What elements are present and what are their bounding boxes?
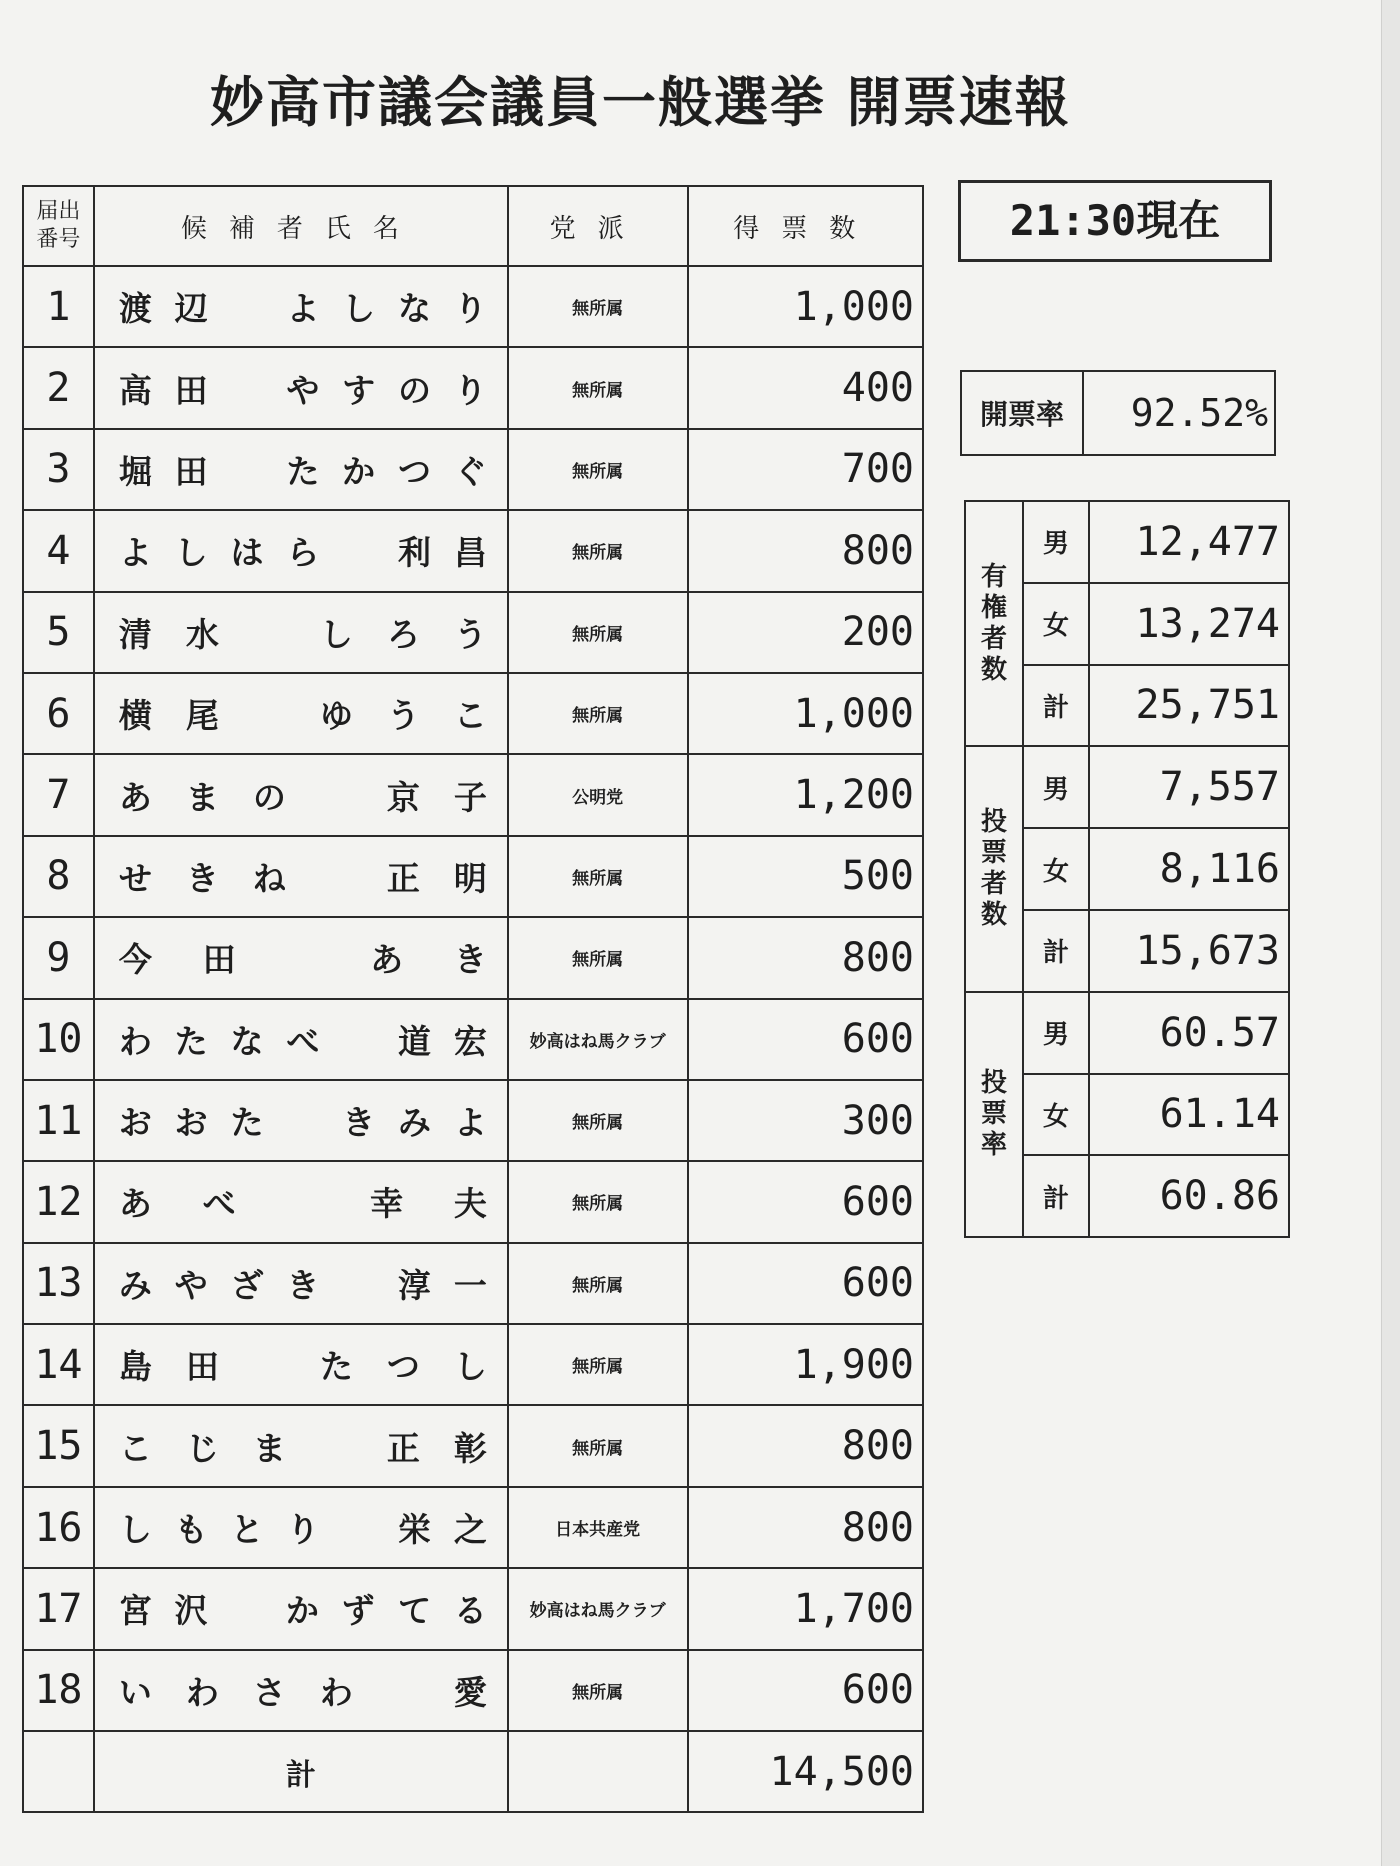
candidate-name-cell <box>94 592 508 673</box>
candidate-name-cell <box>94 1405 508 1486</box>
candidate-party: 日本共産党 <box>508 1487 688 1568</box>
candidate-party: 公明党 <box>508 754 688 835</box>
candidate-name: あまの 京子 <box>118 777 489 817</box>
candidate-party: 無所属 <box>508 1324 688 1405</box>
table-row <box>23 999 923 1080</box>
voters-count-total-value: 15,673 <box>1089 910 1289 992</box>
candidate-votes: 400 <box>688 347 924 428</box>
candidate-name-cell <box>94 1568 508 1649</box>
eligible-voters-label: 有 権 者 数 <box>965 501 1023 746</box>
candidate-name: しもとり 栄之 <box>118 1510 489 1550</box>
candidate-votes: 800 <box>688 1405 924 1486</box>
candidate-name-cell <box>94 1487 508 1568</box>
eligible-voters-total-label: 計 <box>1023 665 1089 747</box>
candidate-name: 宮沢 かずてる <box>118 1591 489 1631</box>
candidate-votes: 800 <box>688 917 924 998</box>
turnout-rate-female-label: 女 <box>1023 1074 1089 1156</box>
candidate-name: いわさわ 愛 <box>118 1672 489 1712</box>
candidate-number: 4 <box>23 510 94 591</box>
table-row <box>23 1161 923 1242</box>
candidate-number: 1 <box>23 266 94 347</box>
candidate-number: 3 <box>23 429 94 510</box>
candidate-party: 無所属 <box>508 673 688 754</box>
candidate-votes: 600 <box>688 999 924 1080</box>
header-number-line1: 届出 <box>36 199 81 224</box>
candidate-votes: 600 <box>688 1650 924 1731</box>
candidate-name-cell <box>94 347 508 428</box>
table-row <box>23 1405 923 1486</box>
candidate-party: 妙高はね馬クラブ <box>508 1568 688 1649</box>
table-row <box>23 836 923 917</box>
table-row <box>23 1324 923 1405</box>
total-blank-cell <box>23 1731 94 1812</box>
candidate-name-cell <box>94 510 508 591</box>
candidate-party: 無所属 <box>508 266 688 347</box>
turnout-rate-total-value: 60.86 <box>1089 1155 1289 1237</box>
voters-count-female-value: 8,116 <box>1089 828 1289 910</box>
table-row <box>23 1243 923 1324</box>
candidate-name-cell <box>94 1324 508 1405</box>
open-rate-box <box>960 370 1276 456</box>
header-party: 党派 <box>508 186 688 266</box>
header-number-line2: 番号 <box>36 227 81 252</box>
candidate-votes: 700 <box>688 429 924 510</box>
turnout-rate-female-value: 61.14 <box>1089 1074 1289 1156</box>
table-row <box>23 1487 923 1568</box>
table-row <box>23 1568 923 1649</box>
candidate-name: 渡辺 よしなり <box>118 289 489 329</box>
total-party-blank <box>508 1731 688 1812</box>
candidate-name: あべ 幸夫 <box>118 1184 489 1224</box>
turnout-stats-table <box>964 500 1290 1238</box>
candidate-name: 今田 あき <box>118 940 489 980</box>
candidate-party: 妙高はね馬クラブ <box>508 999 688 1080</box>
table-row <box>23 347 923 428</box>
turnout-rate-male-value: 60.57 <box>1089 992 1289 1074</box>
candidate-name-cell <box>94 917 508 998</box>
candidate-number: 14 <box>23 1324 94 1405</box>
candidate-name-cell <box>94 999 508 1080</box>
candidate-votes: 800 <box>688 1487 924 1568</box>
candidate-party: 無所属 <box>508 510 688 591</box>
candidate-name-cell <box>94 836 508 917</box>
results-table <box>22 185 924 1813</box>
header-votes: 得票数 <box>688 186 924 266</box>
candidate-name: 清水 しろう <box>118 614 489 654</box>
candidate-name: せきね 正明 <box>118 858 489 898</box>
turnout-rate-total-label: 計 <box>1023 1155 1089 1237</box>
candidate-name-cell <box>94 1161 508 1242</box>
eligible-voters-female-value: 13,274 <box>1089 583 1289 665</box>
stats-row <box>965 992 1289 1074</box>
header-name: 候補者氏名 <box>94 186 508 266</box>
table-row <box>23 592 923 673</box>
candidate-name-cell <box>94 266 508 347</box>
candidate-number: 5 <box>23 592 94 673</box>
adjacent-page-edge <box>1381 0 1400 1866</box>
candidate-votes: 600 <box>688 1161 924 1242</box>
candidate-name: 堀田 たかつぐ <box>118 451 489 491</box>
candidate-party: 無所属 <box>508 1243 688 1324</box>
candidate-number: 16 <box>23 1487 94 1568</box>
candidate-party: 無所属 <box>508 592 688 673</box>
table-header-row <box>23 186 923 266</box>
header-number <box>23 186 94 266</box>
candidate-name: よしはら 利昌 <box>118 533 489 573</box>
candidate-name-cell <box>94 673 508 754</box>
candidate-votes: 1,200 <box>688 754 924 835</box>
candidate-number: 13 <box>23 1243 94 1324</box>
stats-row <box>965 746 1289 828</box>
candidate-party: 無所属 <box>508 1080 688 1161</box>
candidate-number: 2 <box>23 347 94 428</box>
open-rate-value: 92.52% <box>1083 371 1275 455</box>
voters-count-female-label: 女 <box>1023 828 1089 910</box>
candidate-name-cell <box>94 1080 508 1161</box>
candidate-votes: 300 <box>688 1080 924 1161</box>
candidate-number: 18 <box>23 1650 94 1731</box>
candidate-number: 11 <box>23 1080 94 1161</box>
candidate-number: 15 <box>23 1405 94 1486</box>
voters-count-label: 投 票 者 数 <box>965 746 1023 991</box>
candidate-party: 無所属 <box>508 347 688 428</box>
candidate-name-cell <box>94 1650 508 1731</box>
total-label: 計 <box>94 1731 508 1812</box>
candidate-number: 10 <box>23 999 94 1080</box>
as-of-time: 21:30現在 <box>958 180 1272 262</box>
table-row <box>23 266 923 347</box>
candidate-name: おおた きみよ <box>118 1103 489 1143</box>
candidate-party: 無所属 <box>508 1405 688 1486</box>
candidate-number: 17 <box>23 1568 94 1649</box>
table-row <box>23 917 923 998</box>
candidate-name: わたなべ 道宏 <box>118 1021 489 1061</box>
candidate-name: こじま 正彰 <box>118 1428 489 1468</box>
candidate-votes: 800 <box>688 510 924 591</box>
candidate-party: 無所属 <box>508 836 688 917</box>
candidate-name-cell <box>94 429 508 510</box>
candidate-party: 無所属 <box>508 1650 688 1731</box>
candidate-number: 7 <box>23 754 94 835</box>
candidate-party: 無所属 <box>508 1161 688 1242</box>
candidate-name-cell <box>94 754 508 835</box>
candidate-name-cell <box>94 1243 508 1324</box>
voters-count-male-value: 7,557 <box>1089 746 1289 828</box>
candidate-votes: 1,000 <box>688 673 924 754</box>
page-title: 妙高市議会議員一般選挙 開票速報 <box>210 71 1071 134</box>
candidate-number: 12 <box>23 1161 94 1242</box>
table-row <box>23 673 923 754</box>
candidate-name: 島田 たつし <box>118 1347 489 1387</box>
candidate-name: 横尾 ゆうこ <box>118 696 489 736</box>
candidate-name: みやざき 淳一 <box>118 1265 489 1305</box>
candidate-number: 6 <box>23 673 94 754</box>
table-row <box>23 754 923 835</box>
table-row <box>23 429 923 510</box>
voters-count-total-label: 計 <box>1023 910 1089 992</box>
table-row <box>23 1080 923 1161</box>
eligible-voters-male-value: 12,477 <box>1089 501 1289 583</box>
open-rate-label: 開票率 <box>961 371 1083 455</box>
candidate-votes: 1,700 <box>688 1568 924 1649</box>
candidate-votes: 1,000 <box>688 266 924 347</box>
candidate-number: 9 <box>23 917 94 998</box>
eligible-voters-total-value: 25,751 <box>1089 665 1289 747</box>
candidate-party: 無所属 <box>508 917 688 998</box>
turnout-rate-male-label: 男 <box>1023 992 1089 1074</box>
eligible-voters-male-label: 男 <box>1023 501 1089 583</box>
turnout-rate-label: 投 票 率 <box>965 992 1023 1237</box>
stats-row <box>965 501 1289 583</box>
table-row <box>23 510 923 591</box>
candidate-votes: 1,900 <box>688 1324 924 1405</box>
total-votes: 14,500 <box>688 1731 924 1812</box>
candidate-number: 8 <box>23 836 94 917</box>
total-row <box>23 1731 923 1812</box>
candidate-votes: 500 <box>688 836 924 917</box>
candidate-party: 無所属 <box>508 429 688 510</box>
candidate-name: 高田 やすのり <box>118 370 489 410</box>
table-row <box>23 1650 923 1731</box>
voters-count-male-label: 男 <box>1023 746 1089 828</box>
eligible-voters-female-label: 女 <box>1023 583 1089 665</box>
candidate-votes: 600 <box>688 1243 924 1324</box>
candidate-votes: 200 <box>688 592 924 673</box>
